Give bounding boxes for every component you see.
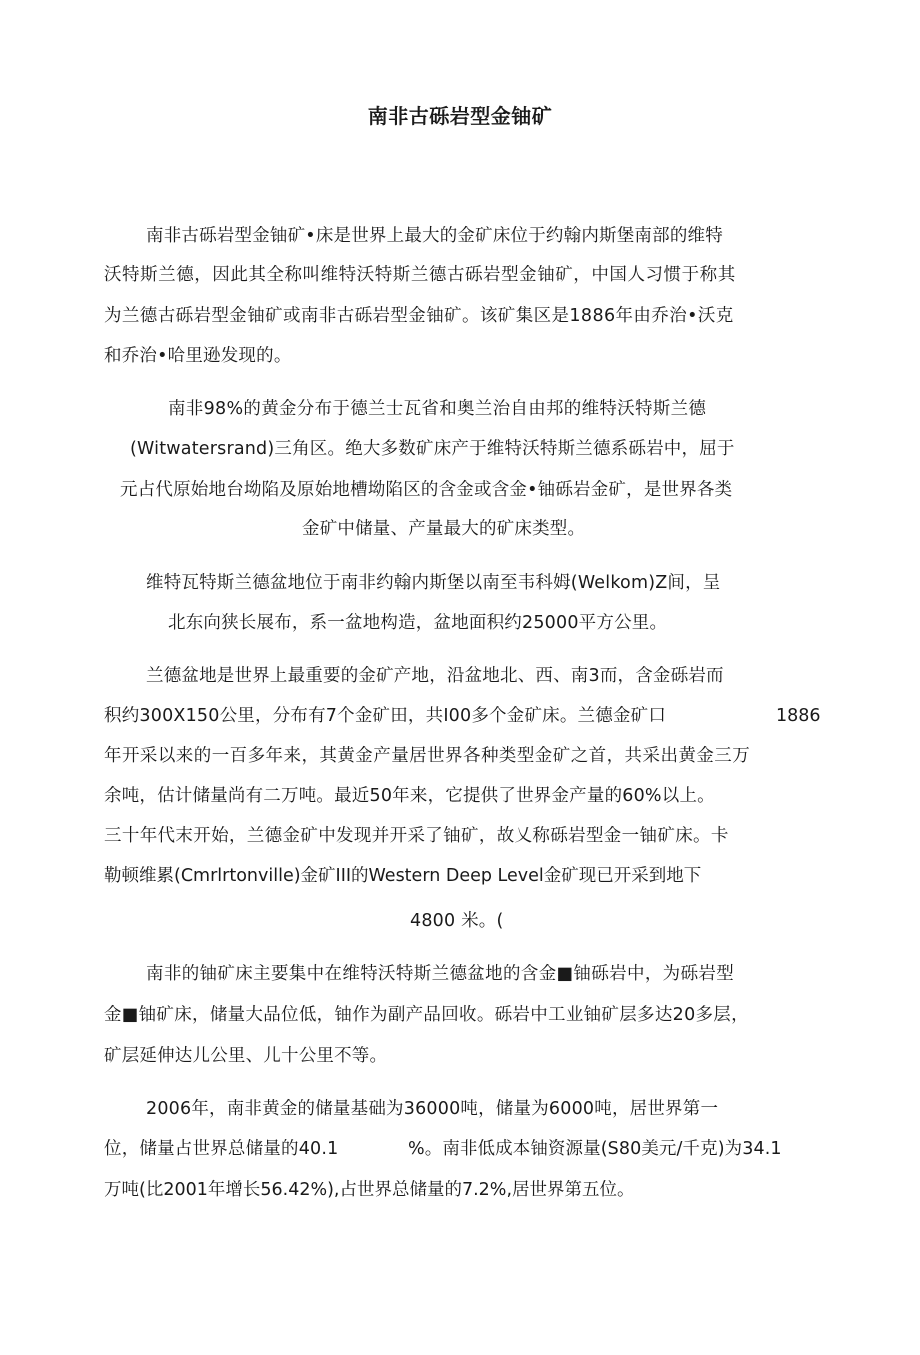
text-line: 维特瓦特斯兰德盆地位于南非约翰内斯堡以南至韦科姆(Welkom)Z间，呈: [146, 573, 721, 593]
page-title: 南非古砾岩型金铀矿: [367, 104, 553, 128]
text-line: 三十年代末开始，兰德金矿中发现并开采了铀矿，故乂称砾岩型金一铀矿床。卡: [104, 826, 729, 846]
text-line: (Witwatersrand)三角区。绝大多数矿床产于维特沃特斯兰德系砾岩中，屈于: [130, 439, 735, 459]
text-line: 为兰德古砾岩型金铀矿或南非古砾岩型金铀矿。该矿集区是1886年由乔治•沃克: [104, 306, 734, 326]
text-line: 2006年，南非黄金的储量基础为36000吨，储量为6000吨，居世界第一: [146, 1099, 719, 1119]
text-line: 和乔治•哈里逊发现的。: [104, 346, 292, 366]
text-line: 余吨，估计储量尚有二万吨。最近50年来，它提供了世界金产量的60%以上。: [104, 786, 715, 806]
text-line: %。南非低成本铀资源量(S80美元/千克)为34.1: [408, 1139, 782, 1159]
text-line: 元占代原始地台坳陷及原始地槽坳陷区的含金或含金•铀砾岩金矿，是世界各类: [120, 480, 733, 500]
text-line: 积约300X150公里，分布有7个金矿田，共I00多个金矿床。兰德金矿口: [104, 706, 667, 726]
text-line: 金■铀矿床，储量大品位低，铀作为副产品回收。砾岩中工业铀矿层多达20多层，: [104, 1005, 749, 1025]
text-line: 兰德盆地是世界上最重要的金矿产地，沿盆地北、西、南3而，含金砾岩而: [146, 666, 724, 686]
text-line: 南非的铀矿床主要集中在维特沃特斯兰德盆地的含金■铀砾岩中，为砾岩型: [146, 964, 735, 984]
text-line: 南非98%的黄金分布于德兰士瓦省和奥兰治自由邦的维特沃特斯兰德: [168, 399, 707, 419]
text-line: 南非古砾岩型金铀矿•床是世界上最大的金矿床位于约翰内斯堡南部的维特: [146, 226, 723, 246]
text-line: 北东向狭长展布，系一盆地构造，盆地面积约25000平方公里。: [168, 613, 668, 633]
text-line: 金矿中储量、产量最大的矿床类型。: [302, 519, 586, 539]
text-line: 勒顿维累(Cmrlrtonville)金矿III的Western Deep Level金矿现已开采到地下: [104, 866, 702, 886]
text-line: 沃特斯兰德，因此其全称叫维特沃特斯兰德古砾岩型金铀矿，中国人习惯于称其: [104, 265, 736, 285]
text-line: 矿层延伸达儿公里、儿十公里不等。: [104, 1046, 388, 1066]
text-line: 年开采以来的一百多年来，其黄金产量居世界各种类型金矿之首，共采出黄金三万: [104, 746, 751, 766]
text-line: 1886: [776, 706, 821, 726]
text-line: 4800 米。(: [410, 911, 504, 931]
text-line: 万吨(比2001年增长56.42%),占世界总储量的7.2%,居世界第五位。: [104, 1180, 635, 1200]
text-line: 位，储量占世界总储量的40.1: [104, 1139, 339, 1159]
